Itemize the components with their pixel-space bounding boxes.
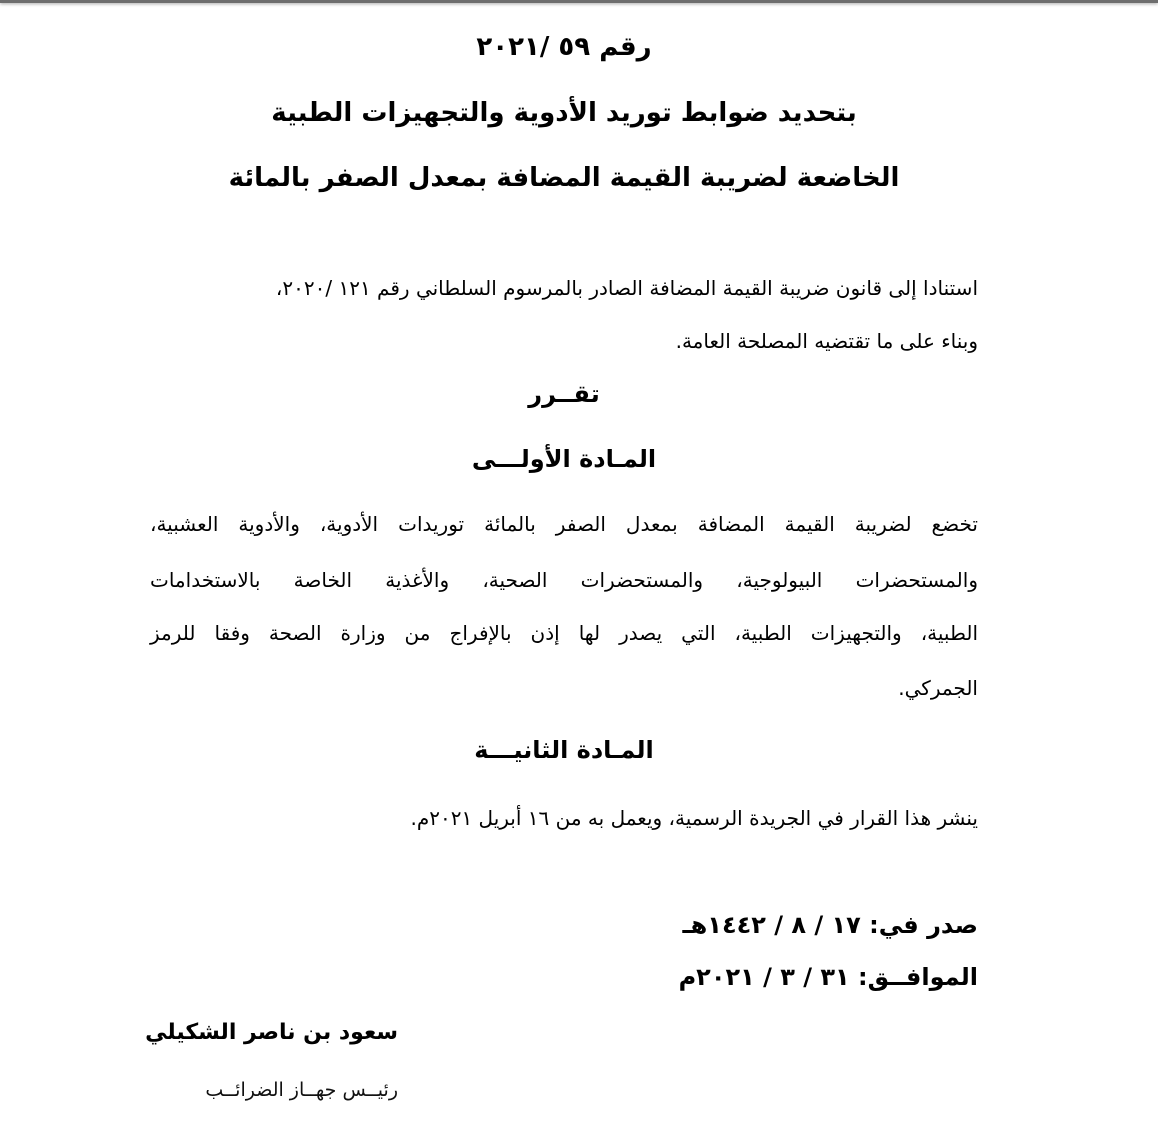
decision-number: رقم ٥٩ /٢٠٢١ — [476, 32, 652, 62]
article-1-heading: المـادة الأولـــى — [471, 445, 657, 473]
signatory-position: رئيــس جهــاز الضرائــب — [205, 1079, 398, 1101]
article-2-text: ينشر هذا القرار في الجريدة الرسمية، ويعمل به من ١٦ أبريل ٢٠٢١م. — [410, 806, 978, 830]
article-1-line-4: الجمركي. — [898, 676, 978, 700]
article-1-line-3: الطبية، والتجهيزات الطبية، التي يصدر لها إذن بالإفراج من وزارة الصحة وفقا للرمز — [150, 621, 978, 645]
article-1-line-2: والمستحضرات البيولوجية، والمستحضرات الصحية، والأغذية الخاصة بالاستخدامات — [150, 568, 978, 592]
decision-word: تقــرر — [528, 380, 600, 408]
article-2-heading: المـادة الثانيـــة — [474, 736, 654, 764]
issued-date: صدر في: ١٧ / ٨ / ١٤٤٢هـ — [682, 911, 978, 939]
preamble-line-2: وبناء على ما تقتضيه المصلحة العامة. — [675, 329, 978, 353]
preamble-line-1: استنادا إلى قانون ضريبة القيمة المضافة الصادر بالمرسوم السلطاني رقم ١٢١ /٢٠٢٠، — [275, 276, 978, 300]
corresponding-date: الموافــق: ٣١ / ٣ / ٢٠٢١م — [678, 963, 978, 991]
signatory-name: سعود بن ناصر الشكيلي — [145, 1020, 398, 1045]
decision-title-line-2: الخاضعة لضريبة القيمة المضافة بمعدل الصفر بالمائة — [228, 163, 900, 193]
article-1-line-1: تخضع لضريبة القيمة المضافة بمعدل الصفر بالمائة توريدات الأدوية، والأدوية العشبية، — [150, 512, 978, 536]
decision-title-line-1: بتحديد ضوابط توريد الأدوية والتجهيزات الطبية — [271, 98, 857, 128]
